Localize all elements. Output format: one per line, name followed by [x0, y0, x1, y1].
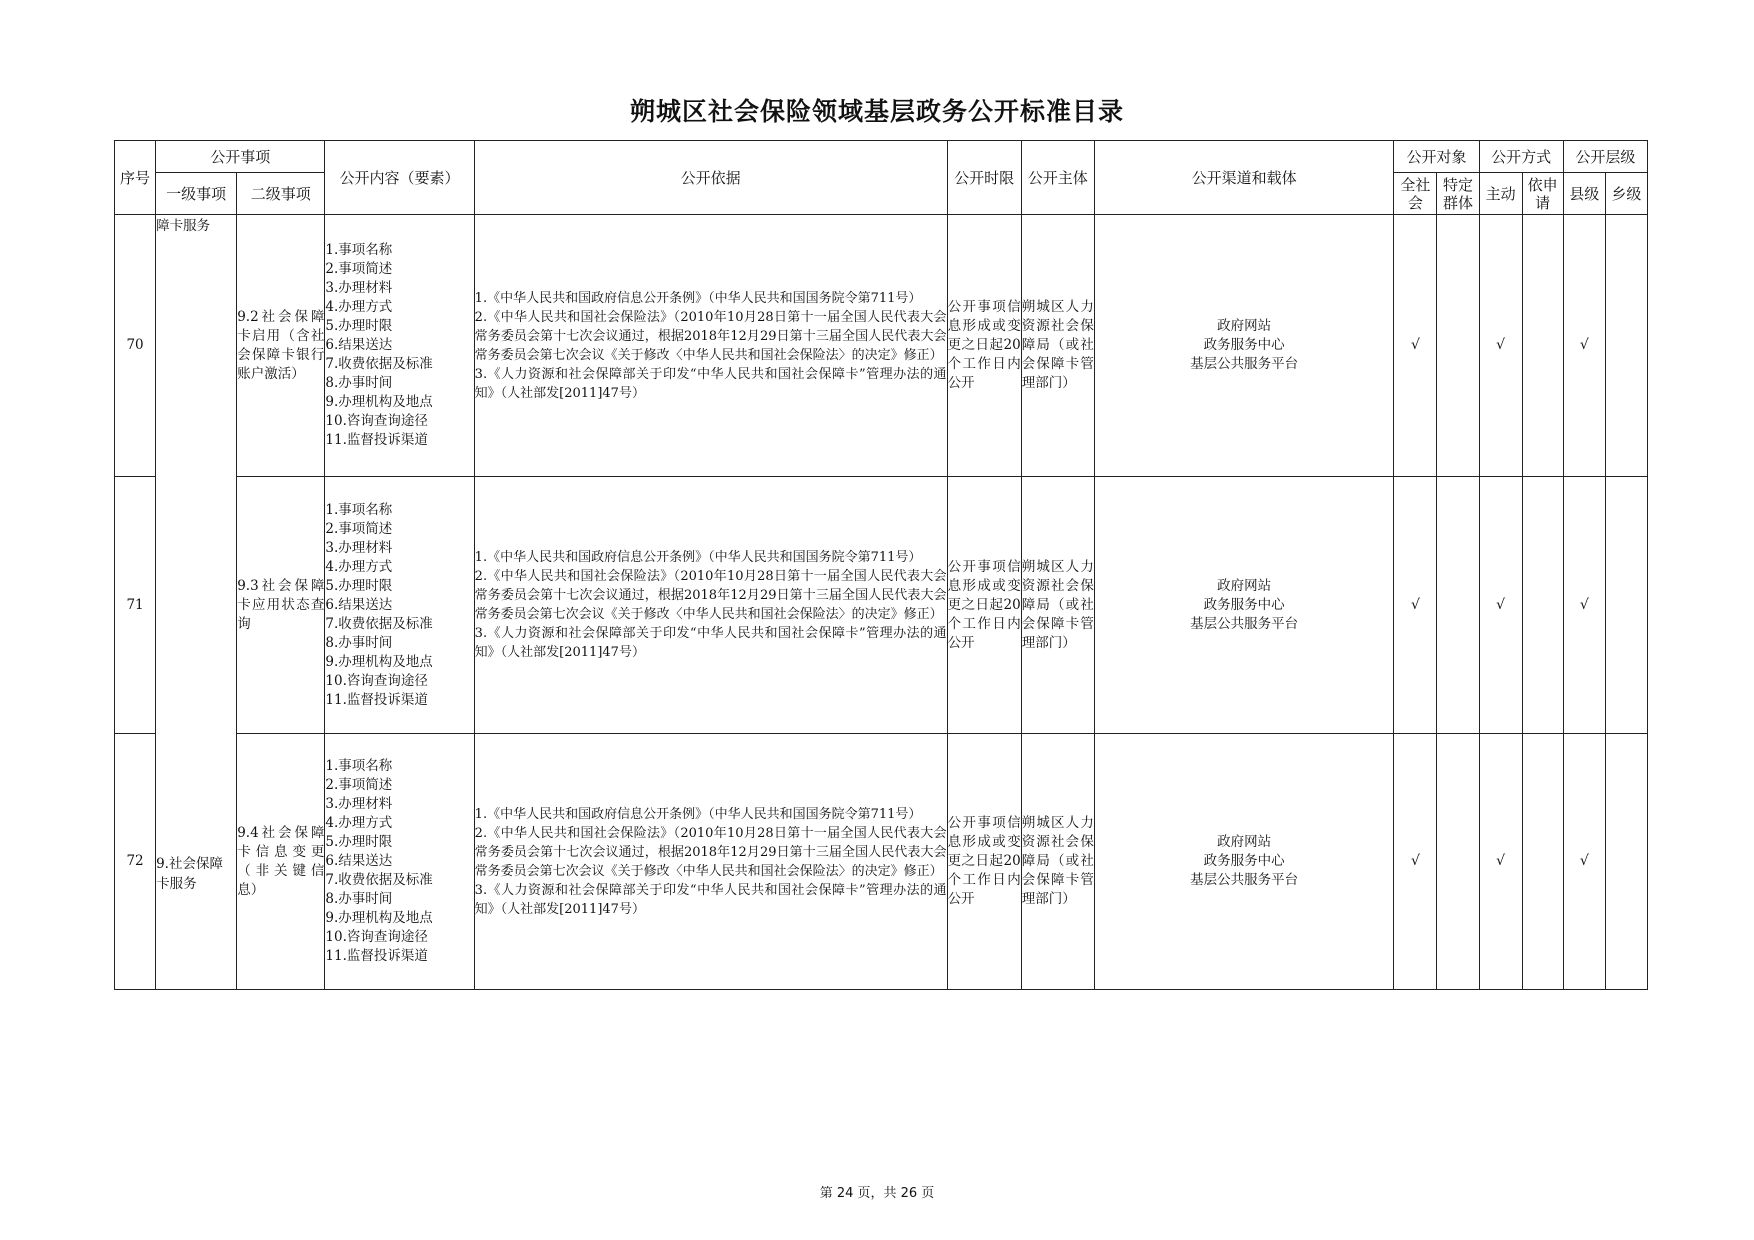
check-mark: √ — [1479, 215, 1522, 477]
header-method: 公开方式 — [1479, 141, 1563, 173]
table-row — [115, 215, 1648, 477]
content-line: 1.事项名称 — [325, 758, 393, 774]
row-level2: 9.2社会保障卡启用（含社会保障卡银行账户激活） — [237, 215, 325, 477]
row-time: 公开事项信息形成或变更之日起20个工作日内公开 — [947, 215, 1021, 477]
row-time: 公开事项信息形成或变更之日起20个工作日内公开 — [947, 734, 1021, 990]
page-number: 第 24 页，共 26 页 — [819, 1186, 935, 1201]
content-line: 11.监督投诉渠道 — [325, 432, 428, 448]
header-level1: 一级事项 — [156, 173, 237, 215]
content-line: 7.收费依据及标准 — [325, 615, 433, 632]
check-mark: √ — [1394, 215, 1437, 477]
channel-line: 政务服务中心 — [1203, 853, 1285, 869]
table-row — [115, 734, 1648, 990]
header-level2: 二级事项 — [237, 173, 325, 215]
content-line: 4.办理方式 — [325, 558, 393, 575]
header-level-town: 乡级 — [1605, 173, 1647, 215]
check-mark: √ — [1563, 734, 1605, 990]
header-method-request: 依申请 — [1522, 173, 1563, 215]
check-mark: √ — [1479, 734, 1522, 990]
header-time: 公开时限 — [947, 141, 1021, 215]
check-mark — [1605, 215, 1647, 477]
content-line: 3.办理材料 — [325, 539, 393, 556]
content-line: 3.办理材料 — [325, 796, 393, 812]
channel-line: 基层公共服务平台 — [1190, 872, 1299, 888]
check-mark — [1605, 477, 1647, 734]
row-level2: 9.4社会保障卡信息变更（非关键信息） — [237, 734, 325, 990]
row-content — [325, 734, 474, 990]
row-seq: 72 — [115, 734, 156, 990]
content-line: 9.办理机构及地点 — [325, 394, 433, 410]
row-basis: 1.《中华人民共和国政府信息公开条例》（中华人民共和国国务院令第711号） 2.《中华人民共和国社会保险法》（2010年10月28日第十一届全国人民代表大会常务委员会第十七次会议通过，根据2018年12月29日第十三届全国人民代表大会常务委员会第七次会议《关于修改〈中华人民共和国社会保险法〉的决定》修正） 3.《人力资源和社会保障部关于印发“中华人民共和国社会保障卡”管理办法的通知》（人社部发[2011]47号） — [474, 734, 947, 990]
content-line: 8.办事时间 — [325, 891, 393, 907]
content-line: 3.办理材料 — [325, 280, 393, 296]
row-seq: 71 — [115, 477, 156, 734]
row-seq: 70 — [115, 215, 156, 477]
level1-item — [156, 477, 237, 990]
document-title: 朔城区社会保险领域基层政务公开标准目录 — [629, 97, 1124, 126]
content-line: 2.事项简述 — [325, 777, 393, 793]
channel-line: 基层公共服务平台 — [1190, 356, 1299, 372]
header-subject: 公开主体 — [1021, 141, 1094, 215]
check-mark — [1522, 215, 1563, 477]
check-mark — [1522, 477, 1563, 734]
row-level2: 9.3社会保障卡应用状态查询 — [237, 477, 325, 734]
content-line: 1.事项名称 — [325, 501, 393, 518]
row-channel — [1094, 477, 1394, 734]
content-line: 9.办理机构及地点 — [325, 910, 433, 926]
level1-label-top: 障卡服务 — [156, 218, 211, 234]
content-line: 11.监督投诉渠道 — [325, 691, 428, 708]
header-target: 公开对象 — [1394, 141, 1479, 173]
check-mark — [1605, 734, 1647, 990]
check-mark: √ — [1563, 215, 1605, 477]
content-line: 5.办理时限 — [325, 834, 393, 850]
row-time: 公开事项信息形成或变更之日起20个工作日内公开 — [947, 477, 1021, 734]
channel-line: 基层公共服务平台 — [1190, 615, 1299, 632]
content-line: 1.事项名称 — [325, 242, 393, 258]
row-content — [325, 215, 474, 477]
content-line: 4.办理方式 — [325, 815, 393, 831]
level1-label: 9.社会保障卡服务 — [156, 856, 223, 892]
header-method-active: 主动 — [1479, 173, 1522, 215]
row-content — [325, 477, 474, 734]
content-line: 7.收费依据及标准 — [325, 356, 433, 372]
content-line: 2.事项简述 — [325, 261, 393, 277]
table-row — [115, 477, 1648, 734]
level1-item-continued — [156, 215, 237, 477]
header-target-specific: 特定群体 — [1437, 173, 1479, 215]
content-line: 10.咨询查询途径 — [325, 413, 428, 429]
content-line: 6.结果送达 — [325, 337, 393, 353]
check-mark: √ — [1563, 477, 1605, 734]
check-mark: √ — [1394, 477, 1437, 734]
header-target-all: 全社会 — [1394, 173, 1437, 215]
header-items: 公开事项 — [156, 141, 325, 173]
content-line: 2.事项简述 — [325, 520, 393, 537]
content-line: 5.办理时限 — [325, 318, 393, 334]
content-line: 5.办理时限 — [325, 577, 393, 594]
channel-line: 政务服务中心 — [1203, 337, 1285, 353]
check-mark — [1522, 734, 1563, 990]
row-channel — [1094, 734, 1394, 990]
channel-line: 政府网站 — [1217, 577, 1272, 594]
row-subject: 朔城区人力资源社会保障局（或社会保障卡管理部门） — [1021, 734, 1094, 990]
content-line: 9.办理机构及地点 — [325, 653, 433, 670]
check-mark — [1437, 215, 1479, 477]
content-line: 10.咨询查询途径 — [325, 929, 428, 945]
content-line: 7.收费依据及标准 — [325, 872, 433, 888]
header-level-county: 县级 — [1563, 173, 1605, 215]
channel-line: 政务服务中心 — [1203, 596, 1285, 613]
catalog-table — [114, 140, 1648, 990]
row-basis: 1.《中华人民共和国政府信息公开条例》（中华人民共和国国务院令第711号） 2.《中华人民共和国社会保险法》（2010年10月28日第十一届全国人民代表大会常务委员会第十七次会议通过，根据2018年12月29日第十三届全国人民代表大会常务委员会第七次会议《关于修改〈中华人民共和国社会保险法〉的决定》修正） 3.《人力资源和社会保障部关于印发“中华人民共和国社会保障卡”管理办法的通知》（人社部发[2011]47号） — [474, 477, 947, 734]
content-line: 8.办事时间 — [325, 375, 393, 391]
channel-line: 政府网站 — [1217, 834, 1272, 850]
check-mark: √ — [1394, 734, 1437, 990]
content-line: 11.监督投诉渠道 — [325, 948, 428, 964]
channel-line: 政府网站 — [1217, 318, 1272, 334]
check-mark — [1437, 477, 1479, 734]
row-subject: 朔城区人力资源社会保障局（或社会保障卡管理部门） — [1021, 477, 1094, 734]
content-line: 10.咨询查询途径 — [325, 672, 428, 689]
content-line: 6.结果送达 — [325, 596, 393, 613]
header-basis: 公开依据 — [474, 141, 947, 215]
content-line: 4.办理方式 — [325, 299, 393, 315]
header-seq: 序号 — [115, 141, 156, 215]
row-channel — [1094, 215, 1394, 477]
content-line: 8.办事时间 — [325, 634, 393, 651]
header-content: 公开内容（要素） — [325, 141, 474, 215]
header-channel: 公开渠道和载体 — [1094, 141, 1394, 215]
check-mark: √ — [1479, 477, 1522, 734]
row-subject: 朔城区人力资源社会保障局（或社会保障卡管理部门） — [1021, 215, 1094, 477]
check-mark — [1437, 734, 1479, 990]
header-level: 公开层级 — [1563, 141, 1647, 173]
row-basis: 1.《中华人民共和国政府信息公开条例》（中华人民共和国国务院令第711号） 2.《中华人民共和国社会保险法》（2010年10月28日第十一届全国人民代表大会常务委员会第十七次会议通过，根据2018年12月29日第十三届全国人民代表大会常务委员会第七次会议《关于修改〈中华人民共和国社会保险法〉的决定》修正） 3.《人力资源和社会保障部关于印发“中华人民共和国社会保障卡”管理办法的通知》（人社部发[2011]47号） — [474, 215, 947, 477]
content-line: 6.结果送达 — [325, 853, 393, 869]
